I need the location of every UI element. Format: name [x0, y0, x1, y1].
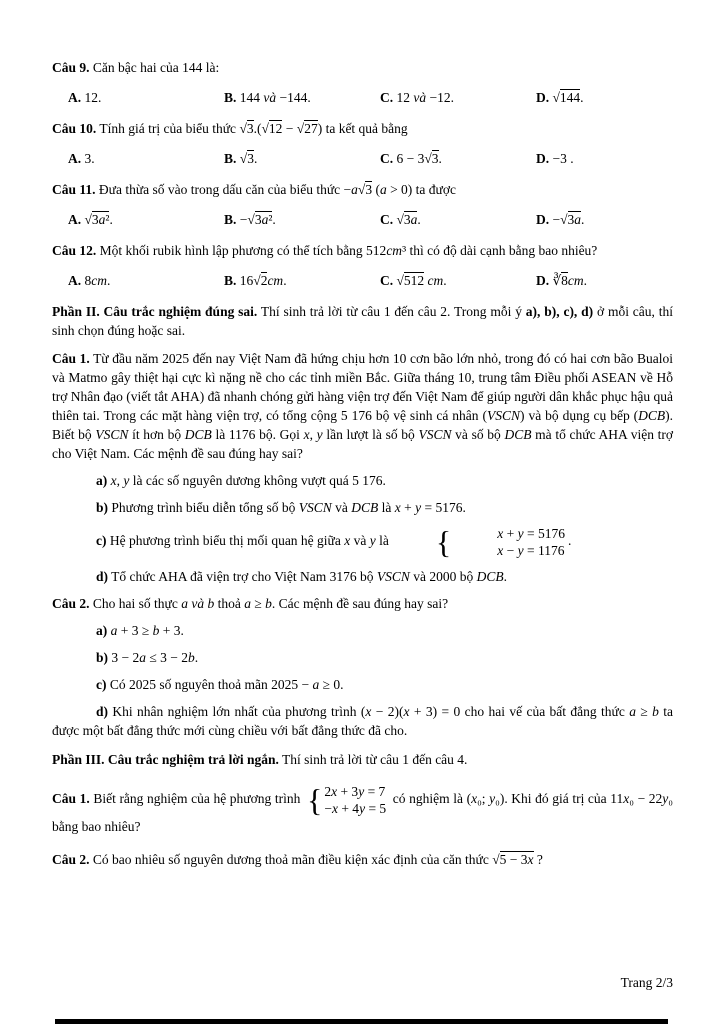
option-text: √144. — [552, 90, 584, 105]
option-label: B. — [224, 273, 237, 288]
subitem-text: 3 − 2a ≤ 3 − 2b. — [111, 650, 199, 665]
option-label: A. — [68, 212, 82, 227]
option-text: −√3a². — [239, 212, 276, 227]
option-label: B. — [224, 212, 237, 227]
option-d — [536, 271, 673, 290]
option-text: √512 cm. — [396, 273, 447, 288]
question-text: Tính giá trị của biểu thức √3.(√12 − √27) ta kết quả bằng — [99, 121, 408, 136]
subitem-text: Hệ phương trình biểu thị mối quan hệ giữa x và y là — [109, 533, 389, 549]
question-label: Câu 12. — [52, 243, 97, 258]
subitem-label: b) — [96, 650, 109, 665]
question-11 — [52, 180, 673, 229]
question-text: Đưa thừa số vào trong dấu căn của biểu thức −a√3 (a > 0) ta được — [98, 182, 456, 197]
option-label: C. — [380, 90, 394, 105]
system-line-2: −x + 4y = 5 — [324, 801, 387, 816]
question-label: Câu 10. — [52, 121, 97, 136]
question-stem — [52, 241, 673, 260]
option-label: A. — [68, 273, 82, 288]
subitem-text: Khi nhân nghiệm lớn nhất của phương trình (x − 2)(x + 3) = 0 cho hai vế của bất đẳng thức a ≥ b ta được một bất đẳng thức mới cùng chiều với bất đẳng thức đã cho. — [52, 704, 673, 738]
option-label: D. — [536, 151, 550, 166]
part3-heading-title: Phần III. Câu trắc nghiệm trả lời ngắn. — [52, 752, 279, 767]
option-label: D. — [536, 212, 550, 227]
part2-question-1 — [52, 349, 673, 586]
question-stem — [52, 349, 673, 463]
subitem-label: a) — [96, 623, 108, 638]
option-text: 12. — [84, 90, 102, 105]
subitem-text: Phương trình biểu diễn tổng số bộ VSCN và DCB là x + y = 5176. — [111, 500, 466, 515]
option-b — [224, 88, 380, 107]
option-label: C. — [380, 212, 394, 227]
option-text: 8cm. — [84, 273, 111, 288]
option-text: √3a. — [396, 212, 421, 227]
option-label: C. — [380, 151, 394, 166]
part3-question-1 — [52, 783, 673, 836]
subitem-text: Tổ chức AHA đã viện trợ cho Việt Nam 3176 bộ VSCN và 2000 bộ DCB. — [111, 569, 508, 584]
subitem-label: c) — [96, 677, 107, 692]
equation-system — [307, 783, 386, 817]
subitem-label: d) — [96, 569, 109, 584]
subitem-label: d) — [96, 704, 109, 719]
option-label: A. — [68, 90, 82, 105]
question-text: Có bao nhiêu số nguyên dương thoả mãn điều kiện xác định của căn thức √5 − 3x ? — [92, 852, 543, 867]
subitem-label: b) — [96, 500, 109, 515]
question-stem — [52, 180, 673, 199]
brace-glyph: { — [435, 524, 452, 560]
subitem-text: x, y là các số nguyên dương không vượt quá 5 176. — [110, 473, 386, 488]
part3-question-2 — [52, 850, 673, 869]
page-bottom-bar — [55, 1019, 668, 1024]
question-10 — [52, 119, 673, 168]
subitem-c — [52, 525, 673, 559]
system-line-1: x + y = 5176 — [497, 526, 565, 541]
option-text: −3 . — [552, 151, 574, 166]
option-label: B. — [224, 151, 237, 166]
question-stem — [52, 594, 673, 613]
question-text-before: Biết rằng nghiệm của hệ phương trình — [93, 791, 301, 807]
subitem-b — [52, 648, 673, 667]
option-label: A. — [68, 151, 82, 166]
option-text: −√3a. — [552, 212, 585, 227]
question-text: Từ đầu năm 2025 đến nay Việt Nam đã hứng chịu hơn 10 cơn bão lớn nhỏ, trong đó có hai cơn bão Bualoi và Matmo gây thiệt hại cực kì nặng nề cho các tỉnh miền Bắc. Giữa tháng 10, trung tâm Điều phối ASEAN về Hỗ trợ Nhân đạo (viết tắt AHA) đã nhanh chóng gửi hàng viện trợ đến Việt Nam để giúp người dân khắc phục hậu quả thiên tai. Trong các mặt hàng viện trợ, có tổng cộng 5 176 bộ vệ sinh cá nhân (VSCN) và bộ dụng cụ bếp (DCB). Biết bộ VSCN ít hơn bộ DCB là 1176 bộ. Gọi x, y lần lượt là số bộ VSCN và số bộ DCB mà tổ chức AHA viện trợ cho Việt Nam. Các mệnh đề sau đúng hay sai? — [52, 351, 674, 461]
subitem-label: a) — [96, 473, 108, 488]
option-text: 6 − 3√3. — [396, 151, 442, 166]
question-label: Câu 2. — [52, 596, 90, 611]
answer-options — [52, 210, 673, 229]
option-c — [380, 149, 536, 168]
option-label: C. — [380, 273, 394, 288]
question-text-after: có nghiệm là (x₀; y₀). Khi đó giá trị của 11x₀ − 22y₀ bằng bao nhiêu? — [52, 791, 673, 834]
question-label: Câu 11. — [52, 182, 96, 197]
system-line-1: 2x + 3y = 7 — [324, 784, 386, 799]
answer-options — [52, 271, 673, 290]
option-a — [68, 271, 224, 290]
answer-options — [52, 149, 673, 168]
option-text: 12 và −12. — [396, 90, 454, 105]
system-line-2: x − y = 1176 — [497, 543, 565, 558]
option-b — [224, 210, 380, 229]
question-9 — [52, 58, 673, 107]
subitem-a — [52, 471, 673, 490]
subitem-text: Có 2025 số nguyên thoả mãn 2025 − a ≥ 0. — [109, 677, 344, 692]
option-d — [536, 210, 673, 229]
option-text: 3. — [84, 151, 95, 166]
equation-system — [392, 525, 565, 559]
option-b — [224, 149, 380, 168]
question-stem — [52, 58, 673, 77]
part3-heading-instructions: Thí sinh trả lời từ câu 1 đến câu 4. — [282, 752, 468, 767]
option-label: D. — [536, 273, 550, 288]
option-c — [380, 271, 536, 290]
subitem-d — [52, 567, 673, 586]
option-text: √3a². — [84, 212, 113, 227]
question-text: Cho hai số thực a và b thoả a ≥ b. Các mệnh đề sau đúng hay sai? — [92, 596, 449, 611]
part2-heading-instructions: Thí sinh trả lời từ câu 1 đến câu 2. Trong mỗi ý a), b), c), d) ở mỗi câu, thí sinh chọn đúng hoặc sai. — [52, 304, 673, 338]
option-a — [68, 210, 224, 229]
subitem-text-after: . — [567, 533, 572, 549]
subitem-label: c) — [96, 533, 107, 549]
question-label: Câu 1. — [52, 791, 90, 807]
subitem-b — [52, 498, 673, 517]
question-label: Câu 2. — [52, 852, 90, 867]
page-footer: Trang 2/3 — [620, 975, 673, 990]
option-text: √3. — [239, 151, 258, 166]
option-label: D. — [536, 90, 550, 105]
option-text: 16√2cm. — [239, 273, 287, 288]
option-a — [68, 149, 224, 168]
question-text: Căn bậc hai của 144 là: — [92, 60, 220, 75]
question-12 — [52, 241, 673, 290]
part2-heading — [52, 302, 673, 340]
question-label: Câu 9. — [52, 60, 90, 75]
part3-heading — [52, 750, 673, 769]
option-c — [380, 210, 536, 229]
question-stem — [52, 119, 673, 138]
subitem-d — [52, 702, 673, 740]
brace-glyph: { — [306, 782, 323, 818]
question-label: Câu 1. — [52, 351, 90, 366]
option-text: 144 và −144. — [239, 90, 311, 105]
answer-options — [52, 88, 673, 107]
subitem-c — [52, 675, 673, 694]
question-text: Một khối rubik hình lập phương có thể tích bằng 512cm³ thì có độ dài cạnh bằng bao nhiêu? — [99, 243, 598, 258]
option-d — [536, 149, 673, 168]
part2-heading-title: Phần II. Câu trắc nghiệm đúng sai. — [52, 304, 258, 319]
option-c — [380, 88, 536, 107]
option-a — [68, 88, 224, 107]
option-text: ∛8cm. — [552, 273, 587, 288]
option-b — [224, 271, 380, 290]
option-label: B. — [224, 90, 237, 105]
part2-question-2 — [52, 594, 673, 740]
subitem-a — [52, 621, 673, 640]
option-d — [536, 88, 673, 107]
subitem-text: a + 3 ≥ b + 3. — [110, 623, 184, 638]
